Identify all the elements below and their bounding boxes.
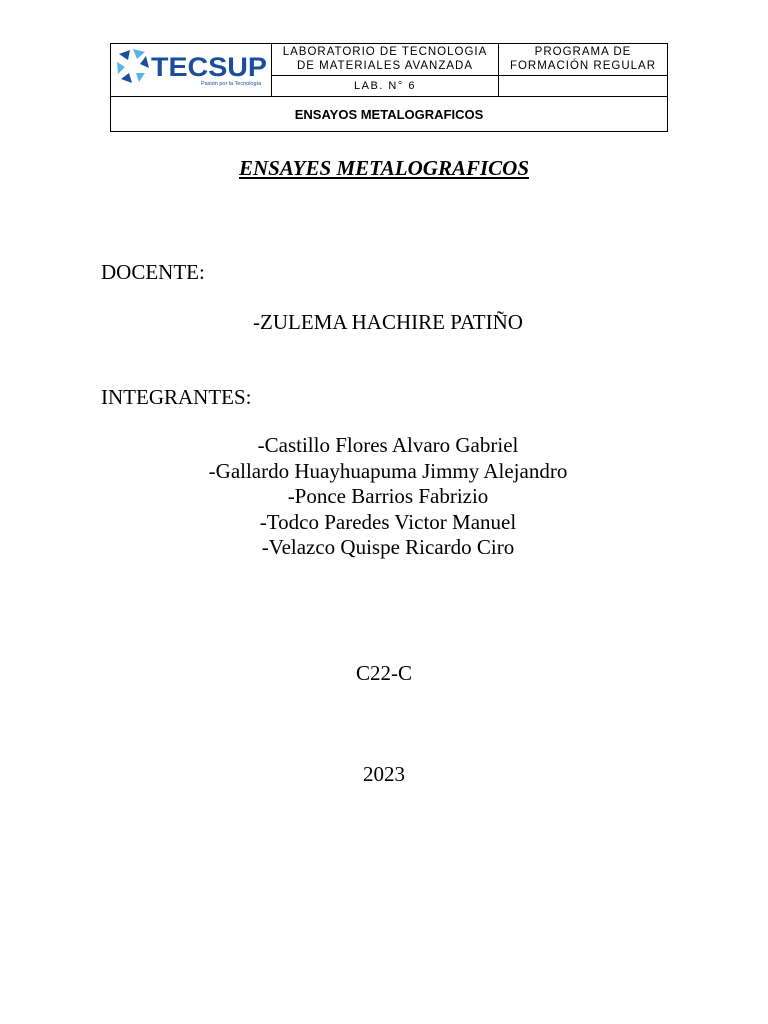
logo-cell — [111, 44, 272, 97]
empty-cell — [499, 75, 668, 96]
lab-number: LAB. N° 6 — [272, 75, 499, 96]
document-title: ENSAYES METALOGRAFICOS — [238, 156, 530, 180]
member-item: -Gallardo Huayhuapuma Jimmy Alejandro — [208, 458, 568, 483]
logo-tagline: Pasión por la Tecnología — [201, 81, 262, 87]
member-item: -Ponce Barrios Fabrizio — [287, 484, 489, 508]
lab-title-line1: LABORATORIO DE TECNOLOGIA — [282, 46, 488, 59]
year: 2023 — [363, 762, 405, 786]
program-line2: FORMACIÓN REGULAR — [509, 60, 657, 73]
member-item: -Todco Paredes Victor Manuel — [259, 509, 517, 534]
lab-title-line2: DE MATERIALES AVANZADA — [296, 60, 473, 73]
subject-title: ENSAYOS METALOGRAFICOS — [111, 97, 668, 132]
teacher-name: -ZULEMA HACHIRE PATIÑO — [253, 310, 523, 334]
logo-brand: TECSUP — [151, 52, 267, 82]
lab-title-cell — [272, 44, 499, 76]
header-table — [110, 43, 668, 132]
members-list — [0, 433, 768, 561]
member-item: -Castillo Flores Alvaro Gabriel — [257, 433, 519, 457]
tecsup-emblem-icon — [117, 49, 149, 83]
members-label: INTEGRANTES: — [101, 385, 252, 409]
tecsup-logo — [115, 46, 271, 90]
program-line1: PROGRAMA DE — [534, 46, 632, 59]
program-cell — [499, 44, 668, 76]
teacher-label: DOCENTE: — [101, 260, 205, 284]
section-code: C22-C — [355, 661, 412, 685]
member-item: -Velazco Quispe Ricardo Ciro — [261, 535, 515, 559]
